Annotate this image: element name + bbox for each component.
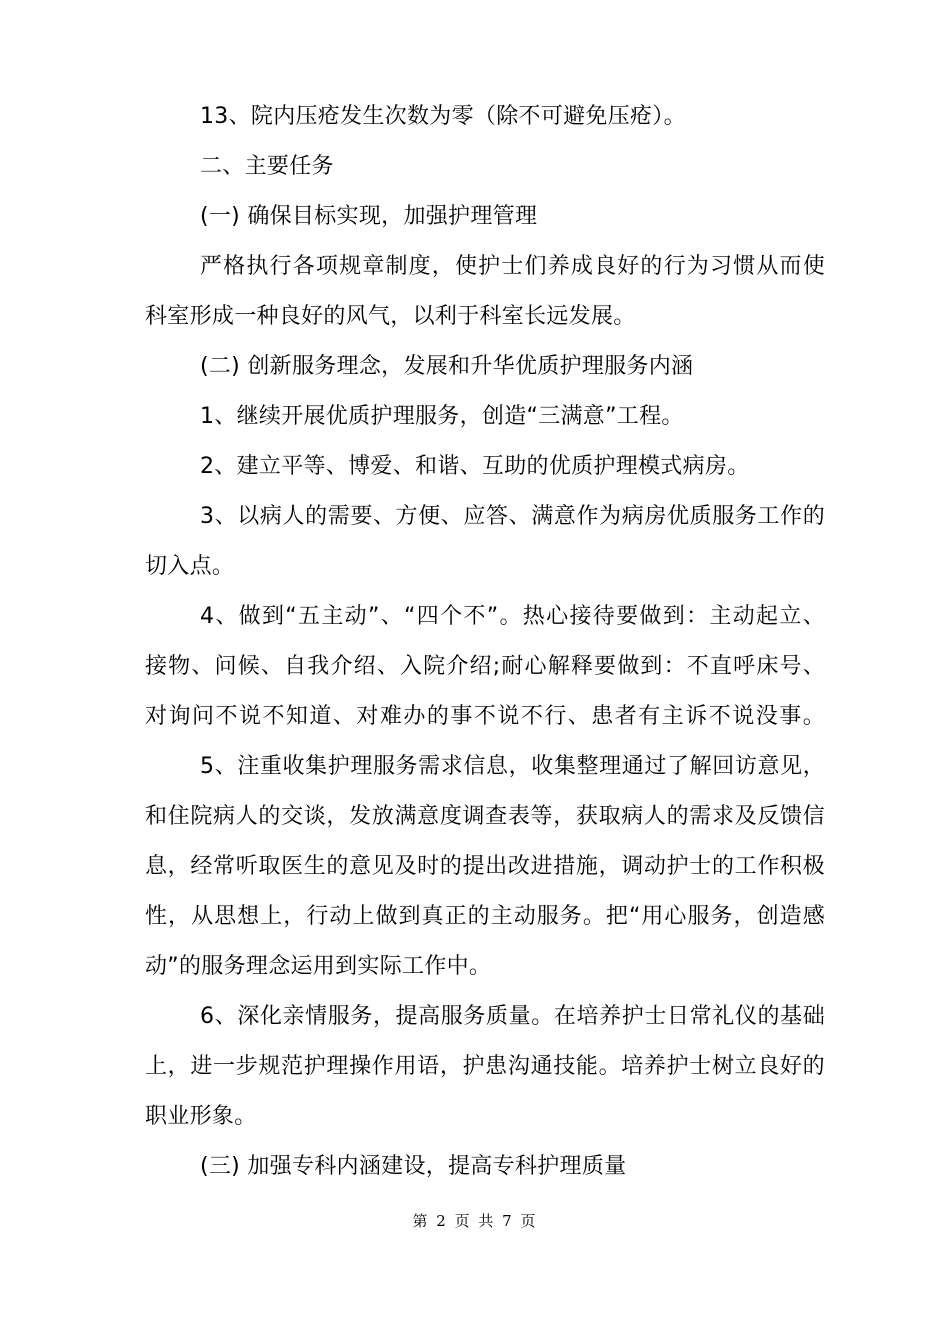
paragraph-line: 对询问不说不知道、对难办的事不说不行、患者有主诉不说没事。 <box>145 704 825 729</box>
paragraph-line: 和住院病人的交谈，发放满意度调查表等，获取病人的需求及反馈信 <box>145 804 825 829</box>
paragraph-line: 职业形象。 <box>145 1104 257 1129</box>
page-footer: 第 2 页 共 7 页 <box>412 1212 538 1230</box>
subsection-heading: (一) 确保目标实现，加强护理管理 <box>200 204 538 229</box>
paragraph-line: 接物、问候、自我介绍、入院介绍;耐心解释要做到：不直呼床号、 <box>145 654 825 679</box>
paragraph-line: 严格执行各项规章制度，使护士们养成良好的行为习惯从而使 <box>200 254 825 279</box>
paragraph-line: 13、院内压疮发生次数为零（除不可避免压疮）。 <box>200 104 686 129</box>
paragraph-line: 息，经常听取医生的意见及时的提出改进措施，调动护士的工作积极 <box>145 854 825 879</box>
subsection-heading: (二) 创新服务理念，发展和升华优质护理服务内涵 <box>200 354 694 379</box>
subsection-heading: (三) 加强专科内涵建设，提高专科护理质量 <box>200 1154 627 1179</box>
paragraph-line: 切入点。 <box>145 554 235 579</box>
paragraph-line: 5、注重收集护理服务需求信息，收集整理通过了解回访意见， <box>200 754 825 779</box>
paragraph-line: 6、深化亲情服务，提高服务质量。在培养护士日常礼仪的基础 <box>200 1004 825 1029</box>
paragraph-line: 2、建立平等、博爱、和谐、互助的优质护理模式病房。 <box>200 454 750 479</box>
paragraph-line: 3、以病人的需要、方便、应答、满意作为病房优质服务工作的 <box>200 504 825 529</box>
paragraph-line: 性，从思想上，行动上做到真正的主动服务。把“用心服务，创造感 <box>145 904 825 929</box>
paragraph-line: 上，进一步规范护理操作用语，护患沟通技能。培养护士树立良好的 <box>145 1054 825 1079</box>
paragraph-line: 动”的服务理念运用到实际工作中。 <box>145 954 492 979</box>
section-heading: 二、主要任务 <box>200 154 334 179</box>
paragraph-line: 科室形成一种良好的风气，以利于科室长远发展。 <box>145 304 636 329</box>
paragraph-line: 1、继续开展优质护理服务，创造“三满意”工程。 <box>200 404 684 429</box>
paragraph-line: 4、做到“五主动”、“四个不”。热心接待要做到：主动起立、 <box>200 604 825 629</box>
